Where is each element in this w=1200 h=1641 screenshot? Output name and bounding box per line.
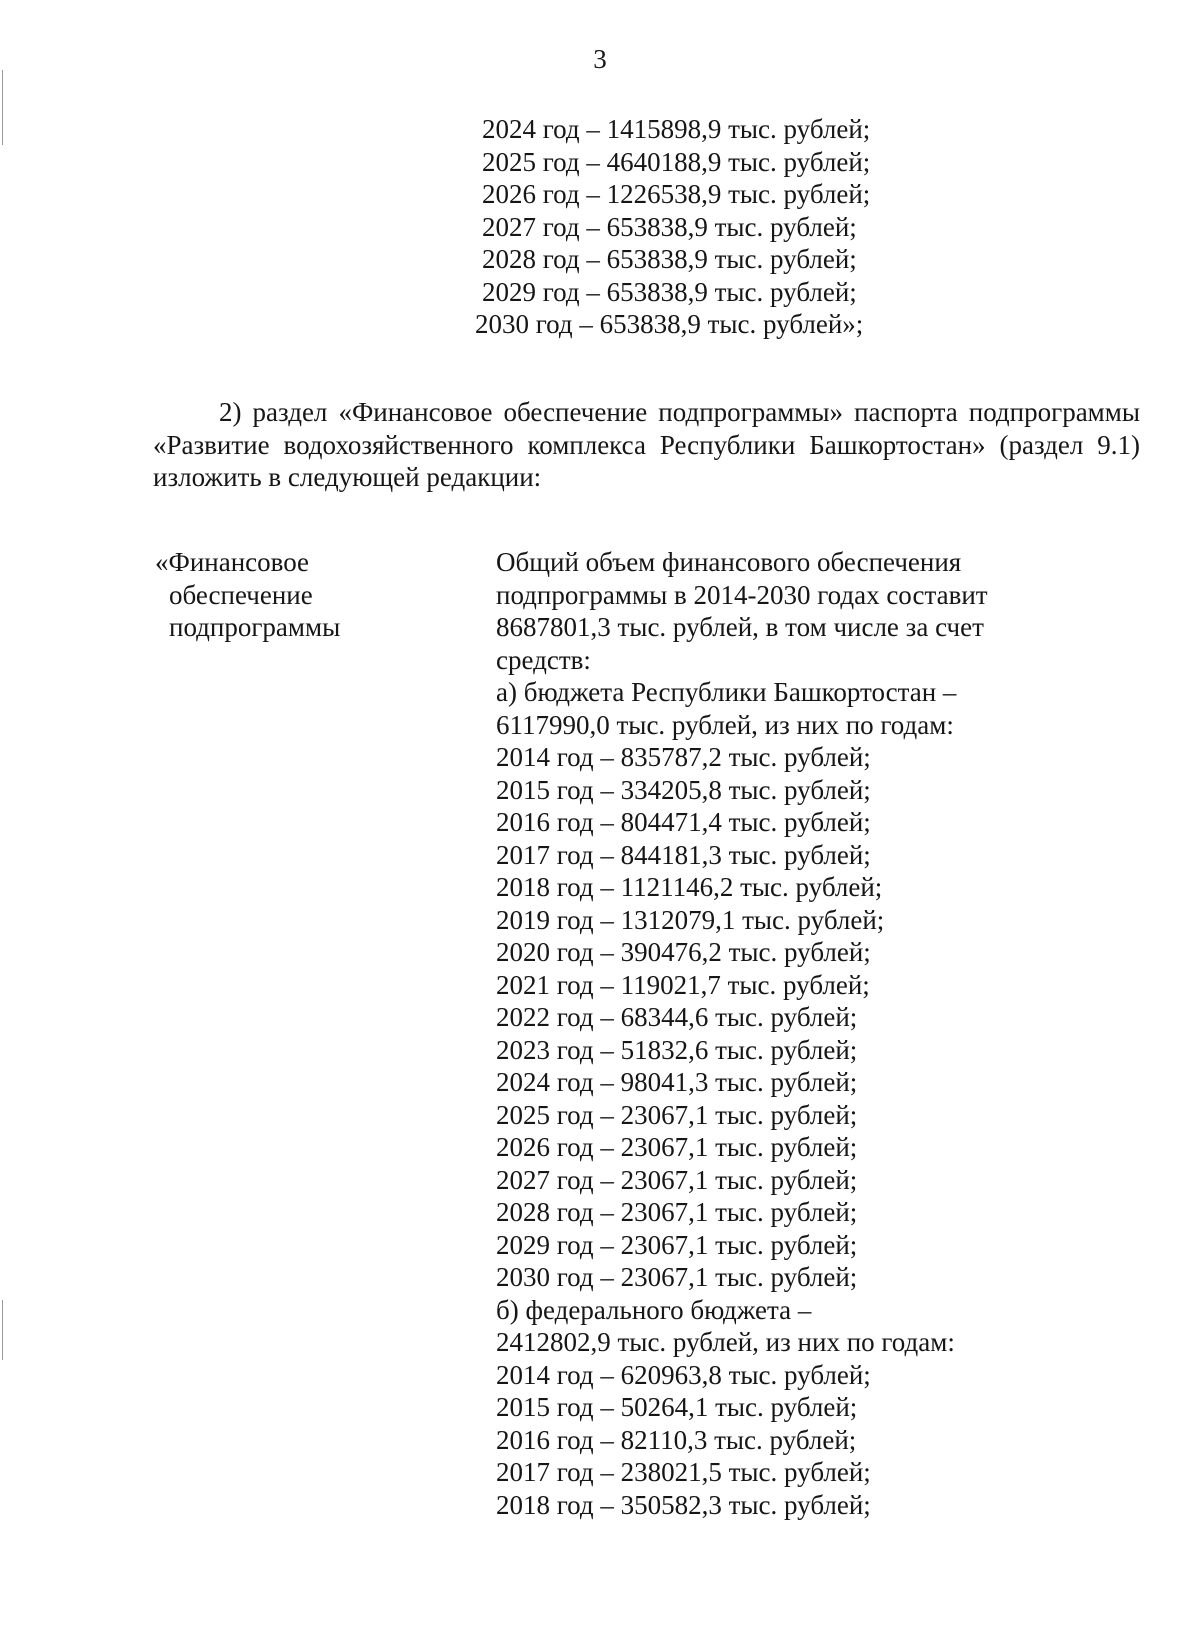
section-value-line: 2024 год – 98041,3 тыс. рублей; bbox=[496, 1067, 858, 1097]
section-label bbox=[155, 546, 340, 644]
section-value bbox=[496, 546, 1056, 1521]
section-label-line: «Финансовое bbox=[155, 547, 310, 577]
section-value-line: 2017 год – 238021,5 тыс. рублей; bbox=[496, 1457, 871, 1487]
amendment-paragraph: 2) раздел «Финансовое обеспечение подпрограммы» паспорта подпрограммы «Развитие водохозяйственного комплекса Республики Башкортостан» (раздел 9.1) изложить в следующей редакции: bbox=[153, 397, 1140, 492]
section-value-line: 2027 год – 23067,1 тыс. рублей; bbox=[496, 1164, 858, 1195]
section-value-line: подпрограммы в 2014-2030 годах составит bbox=[496, 579, 988, 610]
list-item: 2027 год – 653838,9 тыс. рублей; bbox=[482, 211, 857, 242]
page-number: 3 bbox=[593, 44, 607, 74]
section-value-line: 2028 год – 23067,1 тыс. рублей; bbox=[496, 1197, 858, 1227]
section-value-line: 2023 год – 51832,6 тыс. рублей; bbox=[496, 1034, 858, 1065]
section-value-line: 8687801,3 тыс. рублей, в том числе за счет bbox=[496, 612, 984, 642]
section-value-line: 2016 год – 804471,4 тыс. рублей; bbox=[496, 807, 871, 837]
section-value-line: 2021 год – 119021,7 тыс. рублей; bbox=[496, 969, 870, 1000]
list-item: 2028 год – 653838,9 тыс. рублей; bbox=[482, 244, 857, 274]
section-value-line: 2022 год – 68344,6 тыс. рублей; bbox=[496, 1002, 858, 1032]
section-value-line: 6117990,0 тыс. рублей, из них по годам: bbox=[496, 709, 954, 740]
section-value-line: 2026 год – 23067,1 тыс. рублей; bbox=[496, 1132, 858, 1162]
section-value-line: 2018 год – 350582,3 тыс. рублей; bbox=[496, 1489, 871, 1520]
list-item: 2024 год – 1415898,9 тыс. рублей; bbox=[482, 114, 871, 144]
section-value-line: 2014 год – 835787,2 тыс. рублей; bbox=[496, 742, 871, 772]
funding-by-year-list bbox=[475, 113, 871, 341]
section-value-line: 2017 год – 844181,3 тыс. рублей; bbox=[496, 839, 871, 870]
section-value-line: 2018 год – 1121146,2 тыс. рублей; bbox=[496, 872, 883, 902]
section-label-line: подпрограммы bbox=[169, 612, 341, 642]
section-value-line: 2016 год – 82110,3 тыс. рублей; bbox=[496, 1424, 857, 1455]
scan-edge-mark bbox=[2, 1300, 3, 1360]
list-item: 2029 год – 653838,9 тыс. рублей; bbox=[482, 276, 857, 307]
section-value-line: а) бюджета Республики Башкортостан – bbox=[496, 677, 957, 707]
section-label-line: обеспечение bbox=[169, 579, 313, 610]
section-value-line: 2019 год – 1312079,1 тыс. рублей; bbox=[496, 904, 885, 935]
section-value-line: 2025 год – 23067,1 тыс. рублей; bbox=[496, 1099, 858, 1130]
section-value-line: 2014 год – 620963,8 тыс. рублей; bbox=[496, 1359, 871, 1390]
section-value-line: 2030 год – 23067,1 тыс. рублей; bbox=[496, 1262, 858, 1292]
list-item: 2030 год – 653838,9 тыс. рублей»; bbox=[475, 309, 864, 339]
section-value-line: Общий объем финансового обеспечения bbox=[496, 547, 962, 577]
list-item: 2026 год – 1226538,9 тыс. рублей; bbox=[482, 179, 871, 209]
section-value-line: б) федерального бюджета – bbox=[496, 1294, 812, 1325]
section-value-line: 2029 год – 23067,1 тыс. рублей; bbox=[496, 1229, 858, 1260]
list-item: 2025 год – 4640188,9 тыс. рублей; bbox=[482, 146, 871, 177]
scan-edge-mark bbox=[2, 70, 3, 145]
section-value-line: средств: bbox=[496, 644, 591, 675]
section-value-line: 2015 год – 334205,8 тыс. рублей; bbox=[496, 774, 871, 805]
section-value-line: 2015 год – 50264,1 тыс. рублей; bbox=[496, 1392, 858, 1422]
section-value-line: 2412802,9 тыс. рублей, из них по годам: bbox=[496, 1327, 955, 1357]
section-value-line: 2020 год – 390476,2 тыс. рублей; bbox=[496, 937, 871, 967]
